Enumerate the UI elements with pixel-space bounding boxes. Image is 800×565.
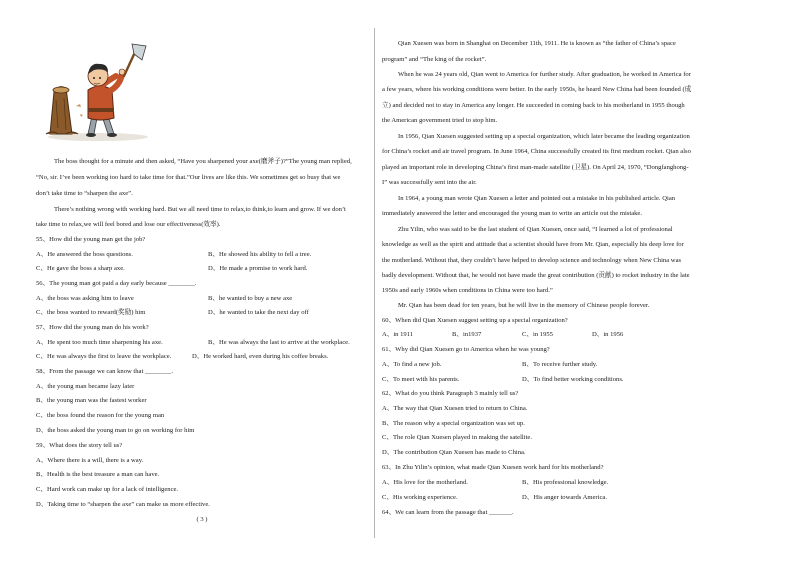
answer-option: D、His anger towards America.: [522, 494, 607, 501]
question-stem: 59、What does the story tell us?: [36, 442, 123, 449]
answer-option: D、Taking time to “sharpen the axe” can make us more effective.: [36, 501, 210, 508]
answer-option: B、He showed his ability to fell a tree.: [208, 251, 312, 258]
answer-option: D、To find better working conditions.: [522, 376, 624, 383]
question-stem: 60、When did Qian Xuesen suggest setting up a special organization?: [382, 317, 568, 324]
question-stem: 64、We can learn from the passage that _______.: [382, 509, 514, 516]
answer-option: A、The way that Qian Xuesen tried to return to China.: [382, 405, 528, 412]
question-stem: 61、Why did Qian Xuesen go to America when he was young?: [382, 346, 550, 353]
answer-option: B、the young man was the fastest worker: [36, 397, 147, 404]
woodcutter-illustration: [36, 38, 156, 142]
passage-line: Qian Xuesen was born in Shanghai on December 11th, 1911. He is known as “the father of China’s space: [398, 40, 676, 47]
passage-line: program” and “The king of the rocket”.: [382, 56, 487, 63]
passage-line: “No, sir. I’ve been working too hard to take time for that.”Our lives are like this. We sometimes get so busy that we: [36, 174, 341, 181]
question-stem: 58、From the passage we can know that ________.: [36, 368, 173, 375]
answer-option: A、His love for the motherland.: [382, 479, 468, 486]
answer-option: D、The contribution Qian Xuesen has made to China.: [382, 449, 526, 456]
passage-line: knowledge as well as the spirit and attitude that a scientist should have from Mr. Qian, especially his deep love for: [382, 241, 684, 248]
answer-option: C、The role Qian Xuesen played in making the satellite.: [382, 434, 532, 441]
passage-line: badly development. Without that, he would not have made the great contribution (贡献) to rocket industry in the late: [382, 272, 690, 279]
answer-option: C、To meet with his parents.: [382, 376, 460, 383]
answer-option: A、in 1911: [382, 331, 414, 338]
answer-option: B、To receive further study.: [522, 361, 598, 368]
answer-option: D、the boss asked the young man to go on working for him: [36, 427, 195, 434]
passage-line: 1950s and early 1960s when conditions in China were too hard.”: [382, 287, 553, 294]
passage-line: the motherland. Without that, they couldn’t have helped to develop science and technology when New China was: [382, 257, 682, 264]
passage-line: take time to relax,we will feel bored and lose our effectiveness(效率).: [36, 221, 221, 228]
passage-line: In 1956, Qian Xuesen suggested setting up a special organization, which later became the leading organization: [398, 133, 690, 140]
question-stem: 57、How did the young man do his work?: [36, 324, 149, 331]
answer-option: C、He gave the boss a sharp axe.: [36, 265, 125, 272]
passage-line: played an important role in developing China’s first man-made satellite (卫星). On April 24, 1970, “Dongfanghong-: [382, 164, 689, 171]
passage-line: When he was 24 years old, Qian went to America for further study. After graduation, he worked in America for: [398, 71, 691, 78]
passage-line: I” was successfully sent into the air.: [382, 179, 477, 186]
passage-line: There’s nothing wrong with working hard. But we all need time to relax,to think,to learn and grow. If we don’t: [54, 206, 346, 213]
answer-option: A、To find a new job.: [382, 361, 442, 368]
answer-option: A、Where there is a will, there is a way.: [36, 457, 144, 464]
passage-line: a few years, where his working conditions were better. In the early 1950s, he heard New China had been founded (成: [382, 86, 692, 93]
passage-line: immediately answered the letter and encouraged the young man to write an article out the mistake.: [382, 210, 642, 217]
column-divider: [374, 28, 375, 538]
answer-option: D、He made a promise to work hard.: [208, 265, 308, 272]
answer-option: B、The reason why a special organization was set up.: [382, 420, 525, 427]
passage-line: don’t take time to “sharpen the axe”.: [36, 190, 133, 197]
answer-option: C、Hard work can make up for a lack of intelligence.: [36, 486, 179, 493]
page-number: ( 3 ): [196, 516, 208, 523]
question-stem: 62、What do you think Paragraph 3 mainly tell us?: [382, 390, 519, 397]
passage-line: for China’s rocket and air travel program. In June 1964, China successfully created its first medium rocket. Qian also: [382, 148, 691, 155]
passage-line: The boss thought for a minute and then asked, “Have you sharpened your axe(磨斧子)?”The young man replied,: [54, 158, 352, 165]
answer-option: B、His professional knowledge.: [522, 479, 609, 486]
answer-option: A、He answered the boss questions.: [36, 251, 133, 258]
question-stem: 55、How did the young man get the job?: [36, 236, 146, 243]
passage-line: Mr. Qian has been dead for ten years, but he will live in the memory of Chinese people forever.: [398, 302, 650, 309]
answer-option: B、in1937: [452, 331, 482, 338]
answer-option: A、the young man became lazy later: [36, 383, 135, 390]
answer-option: B、he wanted to buy a new axe: [208, 295, 293, 302]
passage-line: 立) and decided not to stay in America any longer. He succeeded in coming back to his motherland in 1955 though: [382, 102, 685, 109]
passage-line: Zhu Yilin, who was said to be the last student of Qian Xuesen, once said, “I learned a lot of professional: [398, 226, 673, 233]
answer-option: B、He was always the last to arrive at the workplace.: [208, 339, 350, 346]
answer-option: A、the boss was asking him to leave: [36, 295, 134, 302]
answer-option: D、in 1956: [592, 331, 624, 338]
answer-option: C、He was always the first to leave the workplace.: [36, 353, 172, 360]
answer-option: C、His working experience.: [382, 494, 458, 501]
answer-option: D、He worked hard, even during his coffee breaks.: [192, 353, 329, 360]
answer-option: B、Health is the best treasure a man can have.: [36, 471, 160, 478]
question-stem: 56、The young man got paid a day early because ________.: [36, 280, 197, 287]
passage-line: the American government tried to stop him.: [382, 117, 498, 124]
answer-option: D、he wanted to take the next day off: [208, 309, 309, 316]
answer-option: C、the boss found the reason for the young man: [36, 412, 165, 419]
answer-option: C、in 1955: [522, 331, 553, 338]
answer-option: A、He spent too much time sharpening his axe.: [36, 339, 163, 346]
passage-line: In 1964, a young man wrote Qian Xuesen a letter and pointed out a mistake in his published article. Qian: [398, 195, 676, 202]
answer-option: C、the boss wanted to reward(奖励) him: [36, 309, 146, 316]
question-stem: 63、In Zhu Yilin’s opinion, what made Qian Xuesen work hard for his motherland?: [382, 464, 604, 471]
